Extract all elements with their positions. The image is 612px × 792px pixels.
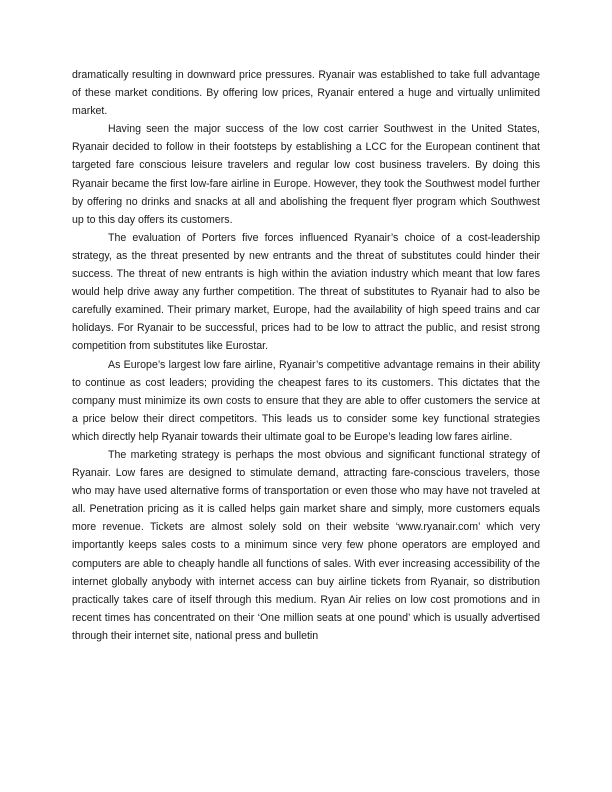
paragraph-continuation: dramatically resulting in downward price pressures. Ryanair was established to take full advantage of these market conditions. By offering low prices, Ryanair entered a huge and virtually unlimited market. (72, 69, 540, 118)
paragraph-porters-five-forces: The evaluation of Porters five forces influenced Ryanair’s choice of a cost-leadership strategy, as the threat presented by new entrants and the threat of substitutes could hinder their success. The threat of new entrants is high within the aviation industry which meant that low fares would help drive away any further competition. The threat of substitutes to Ryanair had to also be carefully examined. Their primary market, Europe, had the availability of high speed trains and car holidays. For Ryanair to be successful, prices had to be low to attract the public, and resist strong competition from substitutes like Eurostar. (72, 231, 540, 353)
document-body (72, 66, 540, 645)
paragraph-marketing-strategy: The marketing strategy is perhaps the most obvious and significant functional strategy of Ryanair. Low fares are designed to stimulate demand, attracting fare-conscious travelers, those who may have used alternative forms of transportation or even those who may have not traveled at all. Penetration pricing as it is called helps gain market share and simply, more customers equals more revenue. Tickets are almost solely sold on their website ‘www.ryanair.com’ which very importantly keeps sales costs to a minimum since very few phone operators are employed and computers are able to cheaply handle all functions of sales. With ever increasing accessibility of the internet globally anybody with internet access can buy airline tickets from Ryanair, so distribution practically takes care of itself through this medium. Ryan Air relies on low cost promotions and in recent times has concentrated on their ‘One million seats at one pound’ which is usually advertised through their internet site, national press and bulletin (72, 448, 540, 642)
paragraph-southwest-model: Having seen the major success of the low cost carrier Southwest in the United States, Ryanair decided to follow in their footsteps by establishing a LCC for the European continent that targeted fare conscious leisure travelers and regular low cost business travelers. By doing this Ryanair became the first low-fare airline in Europe. However, they took the Southwest model further by offering no drinks and snacks at all and abolishing the frequent flyer program which Southwest up to this day offers its customers. (72, 123, 540, 226)
paragraph-competitive-advantage: As Europe’s largest low fare airline, Ryanair’s competitive advantage remains in their ability to continue as cost leaders; providing the cheapest fares to its customers. This dictates that the company must minimize its own costs to ensure that they are able to offer customers the service at a price below their direct competitors. This leads us to consider some key functional strategies which directly help Ryanair towards their ultimate goal to be Europe’s leading low fares airline. (72, 358, 540, 443)
